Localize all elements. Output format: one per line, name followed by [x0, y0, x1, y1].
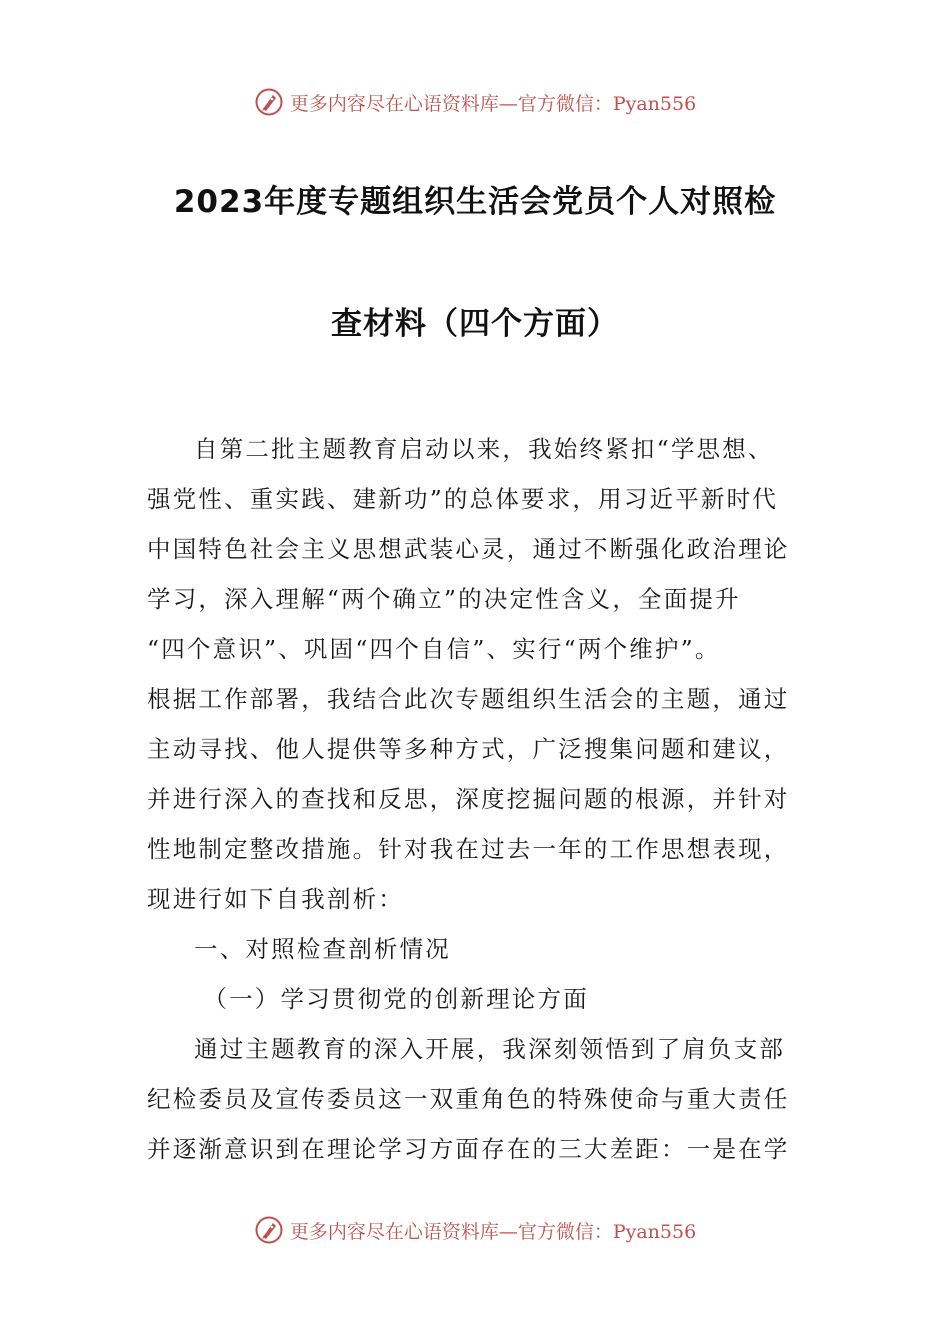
text-line: 强党性、重实践、建新功”的总体要求，用习近平新时代: [147, 485, 779, 513]
text-line: 纪检委员及宣传委员这一双重角色的特殊使命与重大责任: [147, 1085, 790, 1113]
study-paragraph: [147, 1024, 807, 1174]
watermark-text: 更多内容尽在心语资料库—官方微信：Pyan556: [289, 92, 697, 115]
text-line: 性地制定整改措施。针对我在过去一年的工作思想表现，: [147, 835, 790, 863]
pen-nib-circle-icon: [254, 87, 284, 117]
document-body: [147, 424, 807, 1174]
document-title-line-2: 查材料（四个方面）: [331, 306, 619, 342]
text-line: 根据工作部署，我结合此次专题组织生活会的主题，通过: [147, 685, 790, 713]
section-heading-2: （一）学习贯彻党的创新理论方面: [203, 985, 589, 1013]
document-title-line-1: 2023年度专题组织生活会党员个人对照检: [173, 184, 777, 220]
section-heading-1: 一、对照检查剖析情况: [194, 935, 451, 963]
text-line: 现进行如下自我剖析：: [147, 885, 404, 913]
header-watermark: [0, 80, 950, 124]
text-line: 中国特色社会主义思想武装心灵，通过不断强化政治理论: [147, 535, 790, 563]
watermark-text: 更多内容尽在心语资料库—官方微信：Pyan556: [289, 1220, 697, 1243]
pen-nib-circle-icon: [254, 1215, 284, 1245]
text-line: 并逐渐意识到在理论学习方面存在的三大差距：一是在学: [147, 1135, 790, 1163]
text-line: 通过主题教育的深入开展，我深刻领悟到了肩负支部: [194, 1035, 786, 1063]
intro-paragraph: [147, 424, 807, 924]
text-line: 学习，深入理解“两个确立”的决定性含义，全面提升: [147, 585, 741, 613]
text-line: “四个意识”、巩固“四个自信”、实行“两个维护”。: [147, 635, 721, 663]
footer-watermark: [0, 1208, 950, 1252]
text-line: 并进行深入的查找和反思，深度挖掘问题的根源，并针对: [147, 785, 790, 813]
text-line: 自第二批主题教育启动以来，我始终紧扣“学思想、: [194, 435, 774, 463]
text-line: 主动寻找、他人提供等多种方式，广泛搜集问题和建议，: [147, 735, 790, 763]
